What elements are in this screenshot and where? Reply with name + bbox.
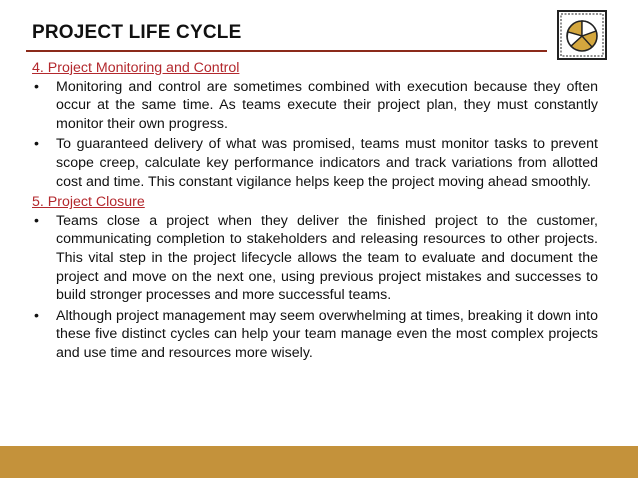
bullet-icon: •	[34, 78, 39, 95]
list-item	[32, 212, 598, 305]
bullet-icon: •	[34, 212, 39, 229]
bullet-list-closure	[32, 212, 598, 363]
list-item	[32, 307, 598, 363]
slide-title: PROJECT LIFE CYCLE	[32, 22, 242, 43]
slide-body	[32, 59, 598, 365]
bullet-list-monitoring	[32, 78, 598, 192]
title-underline	[26, 50, 547, 52]
bullet-text: Although project management may seem overwhelming at times, breaking it down into these five distinct cycles can help your team manage even the most complex projects and use time and resources more wisely.	[56, 307, 598, 361]
list-item	[32, 78, 598, 134]
section-heading-monitoring: 4. Project Monitoring and Control	[32, 60, 240, 76]
bullet-icon: •	[34, 307, 39, 324]
bullet-icon: •	[34, 136, 39, 153]
pie-chart-logo-icon	[557, 10, 607, 60]
bullet-text: Teams close a project when they deliver the finished project to the customer, communicating completion to stakeholders and releasing resources to other projects. This vital step in the project lifecycle allows the team to evaluate and document the project and move on the next one, using previous project mistakes and successes to build stronger processes and more successful teams.	[56, 212, 598, 304]
footer-bar	[0, 446, 638, 478]
list-item	[32, 135, 598, 191]
bullet-text: Monitoring and control are sometimes combined with execution because they often occur at the same time. As teams execute their project plan, they must constantly monitor their own progress.	[56, 78, 598, 132]
bullet-text: To guaranteed delivery of what was promised, teams must monitor tasks to prevent scope creep, calculate key performance indicators and track variations from allotted cost and time. This constant vigilance helps keep the project moving ahead smoothly.	[56, 136, 598, 190]
section-heading-closure: 5. Project Closure	[32, 194, 145, 211]
